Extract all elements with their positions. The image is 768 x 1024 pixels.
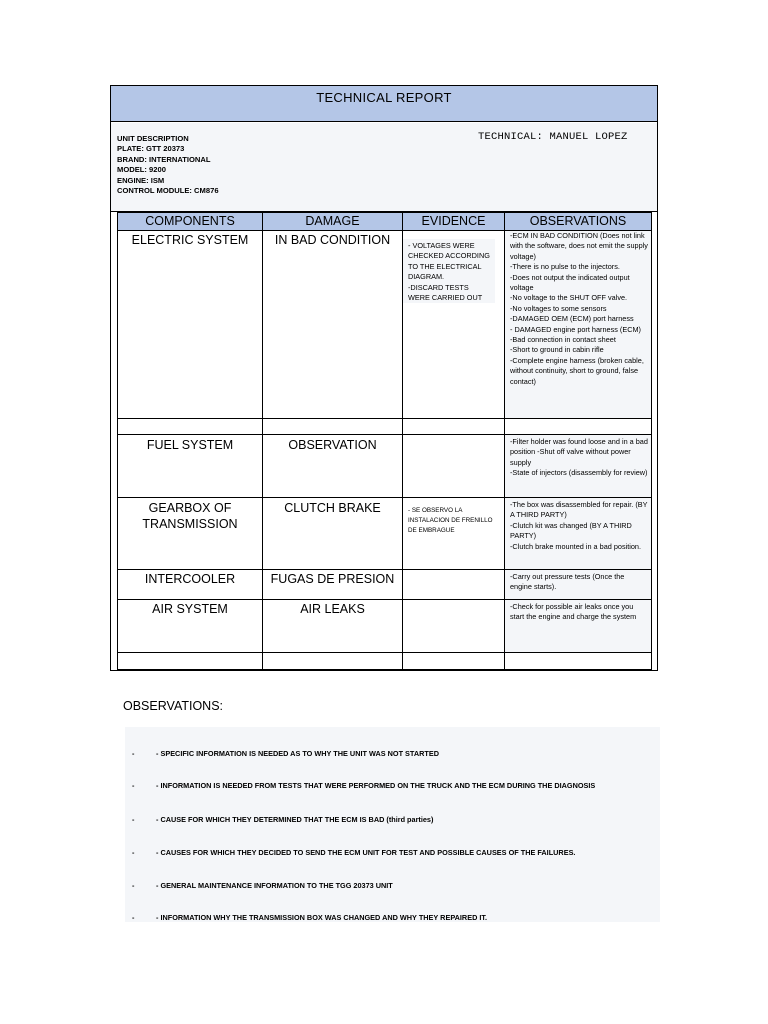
header-observations: OBSERVATIONS	[505, 213, 652, 231]
unit-description	[117, 134, 219, 196]
list-bullet: -	[132, 848, 135, 857]
evidence-cell	[403, 231, 505, 419]
evidence-text: - VOLTAGES WERE CHECKED ACCORDING TO THE ELECTRICAL DIAGRAM. -DISCARD TESTS WERE CARRIED OUT	[403, 239, 495, 303]
list-item-text: - SPECIFIC INFORMATION IS NEEDED AS TO WHY THE UNIT WAS NOT STARTED	[156, 749, 439, 758]
evidence-cell	[403, 435, 505, 498]
damage-cell: IN BAD CONDITION	[263, 231, 403, 419]
technician-name: TECHNICAL: MANUEL LOPEZ	[478, 131, 628, 143]
list-bullet: -	[132, 781, 135, 790]
unit-brand: BRAND: INTERNATIONAL	[117, 154, 211, 164]
damage-cell: OBSERVATION	[263, 435, 403, 498]
list-item-text: - CAUSES FOR WHICH THEY DECIDED TO SEND THE ECM UNIT FOR TEST AND POSSIBLE CAUSES OF THE FAILURES.	[156, 848, 576, 857]
component-cell	[118, 653, 263, 670]
damage-cell	[263, 419, 403, 435]
list-bullet: -	[132, 881, 135, 890]
unit-model: MODEL: 9200	[117, 165, 166, 175]
table-row	[118, 435, 652, 498]
damage-cell: CLUTCH BRAKE	[263, 498, 403, 570]
observation-cell: -Filter holder was found loose and in a bad position -Shut off valve without power supply -State of injectors (disassembly for review)	[505, 435, 652, 498]
header-damage: DAMAGE	[263, 213, 403, 231]
damage-cell: FUGAS DE PRESION	[263, 570, 403, 600]
unit-engine: ENGINE: ISM	[117, 175, 165, 185]
observation-cell: -The box was disassembled for repair. (BY A THIRD PARTY) -Clutch kit was changed (BY A THIRD PARTY) -Clutch brake mounted in a bad position.	[505, 498, 652, 570]
list-bullet: -	[132, 749, 135, 758]
list-item-text: - INFORMATION WHY THE TRANSMISSION BOX WAS CHANGED AND WHY THEY REPAIRED IT.	[156, 913, 488, 922]
observation-cell	[505, 419, 652, 435]
header-components: COMPONENTS	[118, 213, 263, 231]
observation-cell: -Carry out pressure tests (Once the engine starts).	[505, 570, 652, 600]
list-item-text: - INFORMATION IS NEEDED FROM TESTS THAT WERE PERFORMED ON THE TRUCK AND THE ECM DURING THE DIAGNOSIS	[156, 781, 596, 790]
table-row	[118, 653, 652, 670]
component-cell: INTERCOOLER	[118, 570, 263, 600]
unit-plate: PLATE: GTT 20373	[117, 144, 185, 154]
component-cell: AIR SYSTEM	[118, 600, 263, 653]
table-row	[118, 419, 652, 435]
evidence-cell: - SE OBSERVO LA INSTALACION DE FRENILLO DE EMBRAGUE	[403, 498, 505, 570]
observations-heading: OBSERVATIONS:	[123, 699, 224, 713]
damage-cell	[263, 653, 403, 670]
components-table	[117, 212, 652, 670]
unit-info-panel	[111, 123, 657, 212]
list-bullet: -	[132, 913, 135, 922]
table-header-row	[118, 213, 652, 231]
table-row	[118, 570, 652, 600]
observation-cell: -ECM IN BAD CONDITION (Does not link with the software, does not emit the supply voltage) -There is no pulse to the injectors. -Does not output the indicated output voltage -No voltage to the SHUT OFF valve. -No voltages to some sensors -DAMAGED OEM (ECM) port harness - DAMAGED engine port harness (ECM) -Bad connection in contact sheet -Short to ground in cabin rifle -Complete engine harness (broken cable, without continuity, short to ground, false contact)	[505, 231, 652, 419]
observation-cell	[505, 653, 652, 670]
list-item-text: - CAUSE FOR WHICH THEY DETERMINED THAT THE ECM IS BAD (third parties)	[156, 815, 434, 824]
evidence-cell	[403, 653, 505, 670]
evidence-cell	[403, 570, 505, 600]
observation-cell: -Check for possible air leaks once you start the engine and charge the system	[505, 600, 652, 653]
report-title: TECHNICAL REPORT	[111, 86, 657, 122]
damage-cell: AIR LEAKS	[263, 600, 403, 653]
unit-control-module: CONTROL MODULE: CM876	[117, 186, 219, 196]
list-bullet: -	[132, 815, 135, 824]
unit-description-label: UNIT DESCRIPTION	[117, 134, 189, 143]
component-cell: GEARBOX OF TRANSMISSION	[118, 498, 263, 570]
list-item-text: - GENERAL MAINTENANCE INFORMATION TO THE TGG 20373 UNIT	[156, 881, 393, 890]
component-cell	[118, 419, 263, 435]
table-row	[118, 600, 652, 653]
evidence-cell	[403, 600, 505, 653]
table-row	[118, 231, 652, 419]
header-evidence: EVIDENCE	[403, 213, 505, 231]
observations-panel	[125, 727, 660, 922]
table-row	[118, 498, 652, 570]
component-cell: FUEL SYSTEM	[118, 435, 263, 498]
evidence-cell	[403, 419, 505, 435]
component-cell: ELECTRIC SYSTEM	[118, 231, 263, 419]
